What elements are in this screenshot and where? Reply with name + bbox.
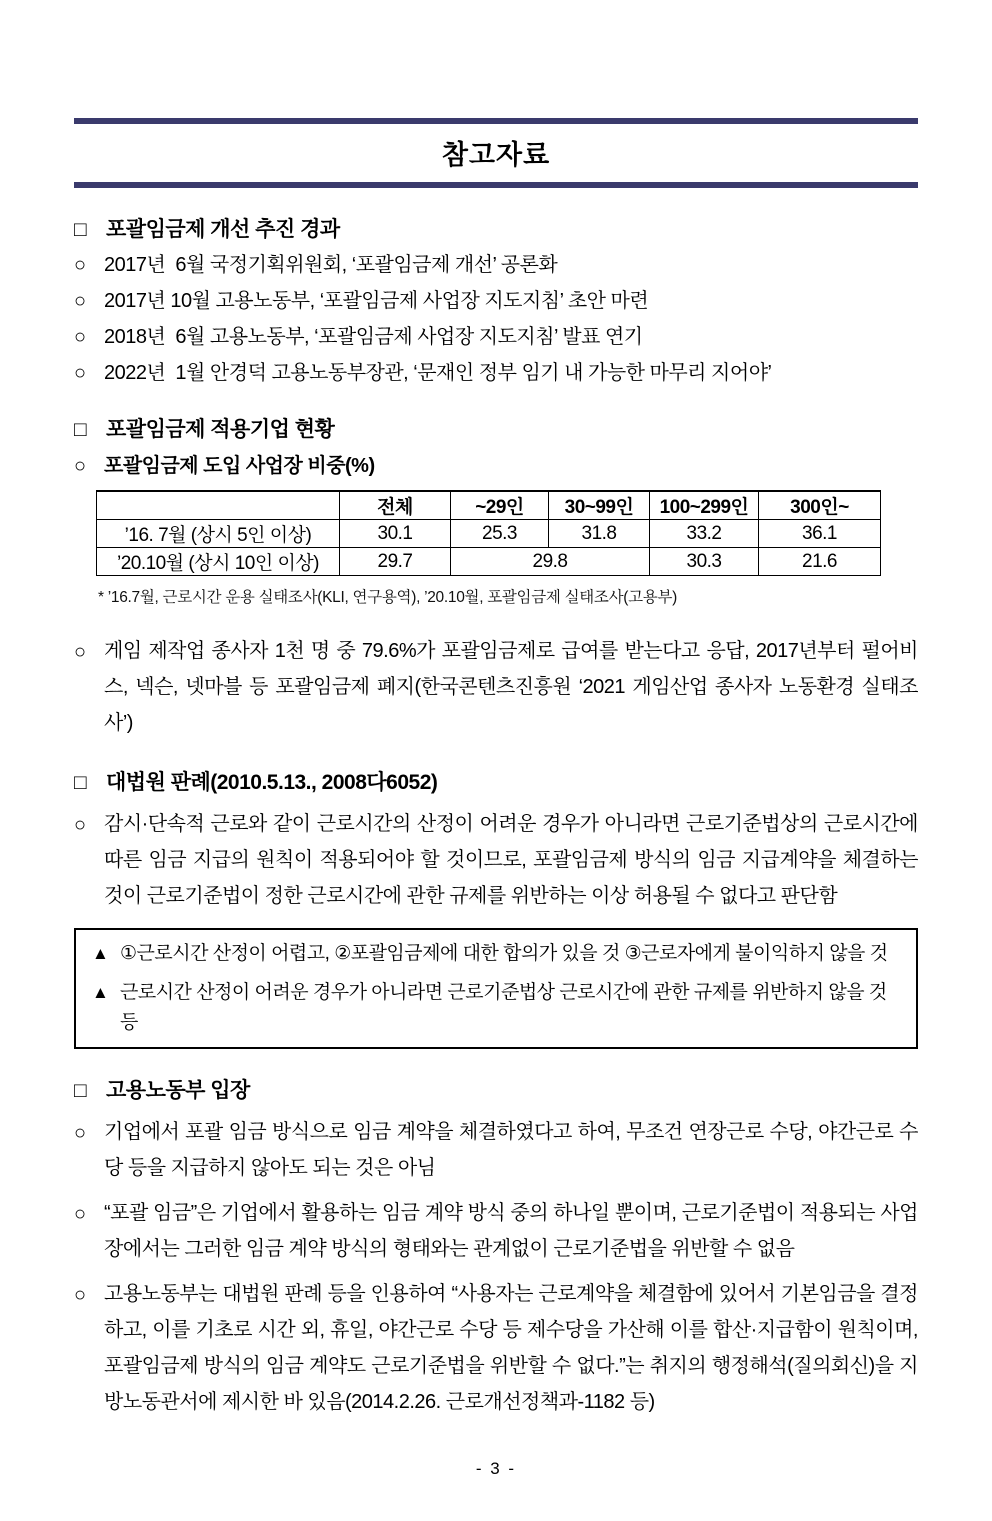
value-cell: 33.2 (650, 520, 759, 548)
triangle-bullet-icon: ▲ (92, 983, 109, 1002)
row-label-cell: ’16. 7월 (상시 5인 이상) (97, 520, 340, 548)
circle-bullet-icon: ○ (74, 814, 86, 836)
section-heading-progress (74, 216, 918, 244)
row-label-cell: ’20.10월 (상시 10인 이상) (97, 548, 340, 576)
section-heading-moel (74, 1077, 918, 1105)
table-header-cell: 100~299인 (650, 491, 759, 520)
value-cell: 25.3 (451, 520, 549, 548)
table-row (97, 520, 881, 548)
table-header-row (97, 491, 881, 520)
value-cell: 29.7 (340, 548, 451, 576)
value-cell: 31.8 (549, 520, 650, 548)
page-number: - 3 - (475, 1459, 517, 1478)
page-title: 참고자료 (441, 140, 551, 170)
section-heading-status (74, 416, 918, 444)
circle-bullet-icon: ○ (74, 362, 86, 384)
table-row (97, 548, 881, 576)
table-header-cell: 전체 (340, 491, 451, 520)
section-heading-text: 포괄임금제 개선 추진 경과 (106, 218, 340, 241)
circle-bullet-icon: ○ (74, 455, 86, 477)
square-bullet-icon: □ (74, 218, 87, 241)
value-cell: 30.1 (340, 520, 451, 548)
table-header-cell: ~29인 (451, 491, 549, 520)
section-heading-text: 포괄임금제 적용기업 현황 (106, 418, 335, 441)
list-item-text: 2018년 6월 고용노동부, ‘포괄임금제 사업장 지도지침’ 발표 연기 (104, 326, 643, 348)
value-cell-merged: 29.8 (451, 548, 650, 576)
box-list-item (86, 978, 906, 1038)
value-cell: 30.3 (650, 548, 759, 576)
circle-bullet-icon: ○ (74, 290, 86, 312)
circle-bullet-icon: ○ (74, 326, 86, 348)
table-subheading (74, 452, 918, 480)
table-header-cell (97, 491, 340, 520)
court-requirements-box (74, 928, 918, 1049)
table-subheading-text: 포괄임금제 도입 사업장 비중(%) (104, 455, 375, 477)
list-item (74, 358, 918, 388)
table-footnote: * ’16.7월, 근로시간 운용 실태조사(KLI, 연구용역), ’20.10월, 포괄임금제 실태조사(고용부) (98, 589, 678, 606)
moel-paragraph (74, 1114, 918, 1186)
square-bullet-icon: □ (74, 771, 87, 794)
paragraph-text: 게임 제작업 종사자 1천 명 중 79.6%가 포괄임금제로 급여를 받는다고 응답, 2017년부터 펄어비스, 넥슨, 넷마블 등 포괄임금제 폐지(한국콘텐츠진흥원 ‘2021 게임산업 종사자 노동환경 실태조사’) (104, 640, 918, 734)
value-cell: 36.1 (759, 520, 881, 548)
document-page (0, 118, 992, 1420)
list-item (74, 286, 918, 316)
list-item-text: 2017년 6월 국정기획위원회, ‘포괄임금제 개선’ 공론화 (104, 254, 558, 276)
circle-bullet-icon: ○ (74, 1122, 86, 1144)
list-item (74, 250, 918, 280)
box-item-text: ①근로시간 산정이 어렵고, ②포괄임금제에 대한 합의가 있을 것 ③근로자에게 불이익하지 않을 것 (120, 943, 888, 964)
table-header-cell: 30~99인 (549, 491, 650, 520)
circle-bullet-icon: ○ (74, 254, 86, 276)
list-item (74, 322, 918, 352)
paragraph-text: 기업에서 포괄 임금 방식으로 임금 계약을 체결하였다고 하여, 무조건 연장근로 수당, 야간근로 수당 등을 지급하지 않아도 되는 것은 아님 (104, 1121, 918, 1179)
circle-bullet-icon: ○ (74, 1284, 86, 1306)
title-rule-bottom (74, 182, 918, 188)
square-bullet-icon: □ (74, 1079, 87, 1102)
square-bullet-icon: □ (74, 418, 87, 441)
adoption-rate-table-wrap (96, 490, 918, 576)
circle-bullet-icon: ○ (74, 1203, 86, 1225)
court-ruling-paragraph (74, 806, 918, 914)
triangle-bullet-icon: ▲ (92, 944, 109, 963)
list-item-text: 2022년 1월 안경덕 고용노동부장관, ‘문재인 정부 임기 내 가능한 마무리 지어야’ (104, 362, 772, 384)
section-heading-text: 고용노동부 입장 (106, 1079, 250, 1102)
paragraph-text: 감시·단속적 근로와 같이 근로시간의 산정이 어려운 경우가 아니라면 근로기준법상의 근로시간에 따른 임금 지급의 원칙이 적용되어야 할 것이므로, 포괄임금제 방식의 임금 지급계약을 체결하는 것이 근로기준법이 정한 근로시간에 관한 규제를 위반하는 이상 허용될 수 없다고 판단함 (104, 813, 918, 907)
adoption-rate-table (96, 490, 881, 576)
moel-paragraph (74, 1276, 918, 1420)
game-industry-paragraph (74, 633, 918, 741)
circle-bullet-icon: ○ (74, 641, 86, 663)
section-heading-text: 대법원 판례(2010.5.13., 2008다6052) (106, 771, 438, 794)
value-cell: 21.6 (759, 548, 881, 576)
box-list-item (86, 939, 906, 969)
section-heading-court (74, 769, 918, 797)
box-item-text: 근로시간 산정이 어려운 경우가 아니라면 근로기준법상 근로시간에 관한 규제를 위반하지 않을 것 등 (120, 982, 887, 1033)
table-header-cell: 300인~ (759, 491, 881, 520)
moel-paragraph (74, 1195, 918, 1267)
paragraph-text: 고용노동부는 대법원 판례 등을 인용하여 “사용자는 근로계약을 체결함에 있어서 기본임금을 결정하고, 이를 기초로 시간 외, 휴일, 야간근로 수당 등 제수당을 가산해 이를 합산·지급함이 원칙이며, 포괄임금제 방식의 임금 계약도 근로기준법을 위반할 수 없다.”는 취지의 행정해석(질의회신)을 지방노동관서에 제시한 바 있음(2014.2.26. 근로개선정책과-1182 등) (104, 1283, 918, 1413)
list-item-text: 2017년 10월 고용노동부, ‘포괄임금제 사업장 지도지침’ 초안 마련 (104, 290, 649, 312)
paragraph-text: “포괄 임금”은 기업에서 활용하는 임금 계약 방식 중의 하나일 뿐이며, 근로기준법이 적용되는 사업장에서는 그러한 임금 계약 방식의 형태와는 관계없이 근로기준법을 위반할 수 없음 (104, 1202, 918, 1260)
